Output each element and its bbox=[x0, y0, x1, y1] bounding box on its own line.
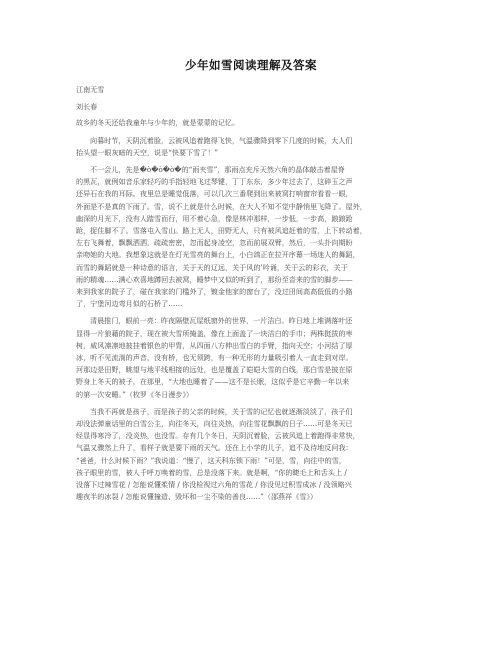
text-line: 幽深的月光下，没有人踏雪而行，用不着心急，像是林冲那样，一步低，一步高，踉踉跄 bbox=[76, 213, 353, 223]
text-line: 故乡的冬天还给我童年与少年的，就是蒙蒙的记忆。 bbox=[76, 118, 240, 128]
text-line: 不一会儿，先是�ò�ò�ò�的“雨夹雪”，那雨点充斥天然六角的晶体敲击着屋脊 bbox=[90, 165, 345, 175]
paragraph-5 bbox=[76, 406, 464, 504]
text-line: 抬头望一眼灰暗的天空，说是“快要下雪了！” bbox=[76, 147, 219, 157]
text-line: 雨的精魂……满心欢喜地蹲回去被窝，睡梦中又似的听到了，那纷至沓来的雪的脚步—— bbox=[76, 274, 353, 284]
text-line: 树，威风凛凛地披挂着银色的甲胄，从四面八方伸出雪白的手臂，指向天空；小河结了厚 bbox=[76, 340, 353, 350]
text-line: 趣夜半的冰裂 / 怎能说懂撞造、毁坏和一尘不染的善良……”（邵燕祥《雪》） bbox=[76, 492, 318, 502]
text-line: “爸爸，什么时候下雨？”我说道：“慢了，这天科东锁下雨！”可是，雪，向往中的雪， bbox=[76, 455, 346, 465]
text-line: 的第一次安睡。”（枚罗《冬日漫步》） bbox=[76, 389, 194, 399]
document-title: 少年如雪阅读理解及答案 bbox=[185, 58, 317, 72]
paragraph-4 bbox=[76, 315, 464, 400]
text-line: 河那边是田野，眺望与地平线相接的远处，也是覆盖了皑皑大雪的白线，那白雪是披在原 bbox=[76, 365, 353, 375]
text-line: 经显得寒冷了，没炎热，也没雪。存有几个冬日，天阴沉着脸，云被风追上着跑得非常快， bbox=[76, 431, 360, 441]
text-line: 跄，捉住脚不了。雪落屯入雪山。路上无人，田野无人，只有被风追赶着的雪，上下转动着， bbox=[76, 226, 367, 236]
text-line: 外面是不是真的下雨了。雪，说不上就是什么时候，在大人不知不觉中静悄里飞降了。屋外， bbox=[76, 201, 367, 211]
text-line: 向暮时节，天阴沉着脸，云被风追着跑得飞快，气温骤降到零下几度的时候，大人们 bbox=[90, 135, 353, 145]
text-line: 来到我家的院子了，碰在我家的门槛外了，镀金他家的窗台了，没过田间高高低低的小路 bbox=[76, 287, 353, 297]
text-line: 野身上冬天的被子，在那里，“大地也睡着了——这不是长眠，这似乎是它辛勤一年以来 bbox=[76, 377, 350, 387]
text-line: 左右飞舞着，飘飘洒洒，疏疏密密，忽而起身凌空，忽而前展双臂，然后，一头扑向期盼 bbox=[76, 238, 353, 248]
text-line: 还异石在我的耳际。夜里总是睡觉低落，可以几次三番爬到出来被窝打响窗帘看看一眼， bbox=[76, 189, 353, 199]
paragraph-1 bbox=[76, 117, 464, 129]
text-line: 显得一片狼藉的院子，现在被大雪所掩盖，像在上面盖了一块洁白的手巾；两株挺拔的枣 bbox=[76, 328, 353, 338]
paragraph-3 bbox=[76, 164, 464, 310]
text-line: 冰，听不见流淌的声音，没有桥，也无须跨，有一种无形的力量吸引着人一直走到对岸。 bbox=[76, 353, 353, 363]
source-line: 江南无雪 bbox=[76, 85, 105, 94]
paragraph-2 bbox=[76, 135, 464, 159]
text-line: 当我不再就是孩子，而是孩子的父亲的时候，关于雪的记忆也就逐渐淡淡了，孩子们 bbox=[90, 406, 353, 416]
text-line: 清晨推门，眼前一亮：昨夜隔壁瓦屋纸窗外的世界，一片洁白。昨日地上堆满落叶还 bbox=[90, 316, 353, 326]
text-line: 没落下过辣雪花 / 怎能说懂柔情 / 你没检视过六角的雪花 / 你没见过积雪成冰 / 没领略兴 bbox=[76, 480, 352, 490]
text-line: 气温又骤然上升了，看样子就是要下雨的天气。还在上小学的儿子，追不及待地反问我： bbox=[76, 443, 353, 453]
author-line: 刘长春 bbox=[76, 101, 98, 111]
text-line: 孩子眼里的雪，被人千呼万唤着的雪，总是没落下来。就是啊，“你的睫毛上和舌头上 / bbox=[76, 467, 347, 477]
text-line: 却没法弹童话里的白雪公主，向往冬天，向往炎热，向往雪花飘飘的日子……可是冬天已 bbox=[76, 419, 353, 429]
text-line: 了，宁堡河边弯月似的石桥了…… bbox=[76, 299, 183, 309]
text-line: 的黑瓦，就例如音乐家轻巧的手指轻地飞过琴键，丁丁东东，多少年过去了，这碎玉之声 bbox=[76, 177, 353, 187]
text-line: 亲吻她的大地。我想象这就是在灯光雪亮的舞台上，小白鸽正在拉开序幕一场迷人的舞蹈， bbox=[76, 250, 360, 260]
text-line: 而雪的舞蹈就是一种诗意的语言，关于天的辽远，关于风的’吟诵，关于云的彩衣，关于 bbox=[76, 262, 348, 272]
document-body bbox=[76, 84, 464, 509]
